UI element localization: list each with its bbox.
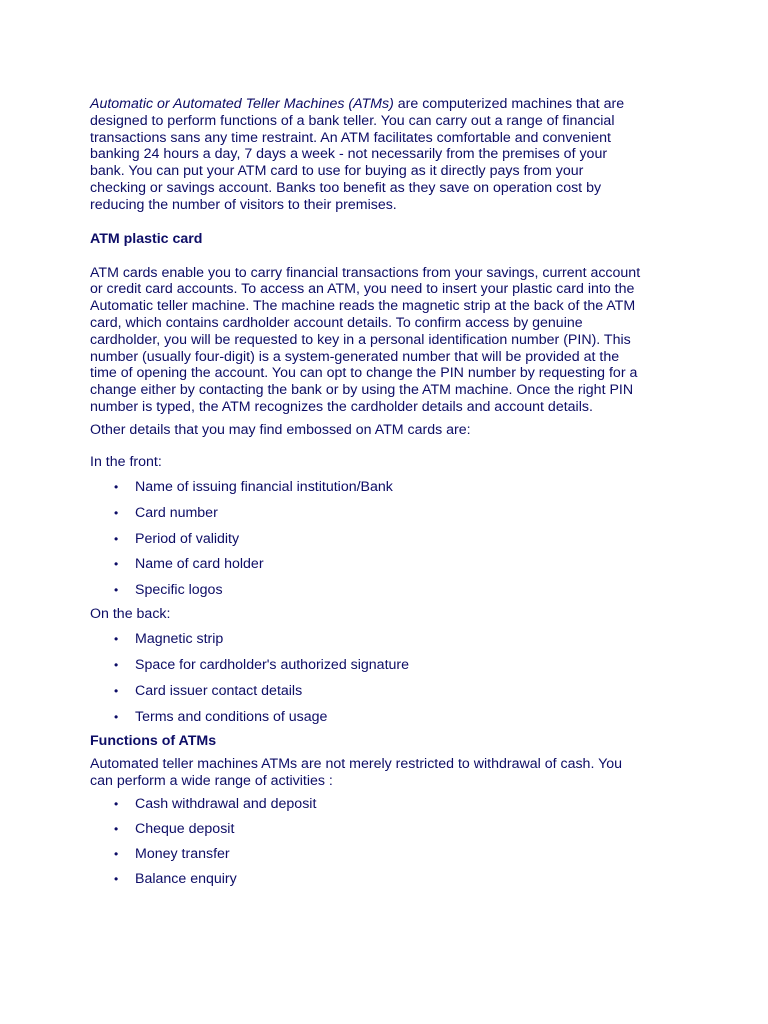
list-item: • Money transfer [114,846,230,863]
bullet-icon: • [114,847,119,862]
back-items-list [90,631,690,726]
bullet-icon: • [114,556,119,571]
list-item: • Terms and conditions of usage [114,708,328,725]
bullet-icon: • [114,531,119,546]
list-item: • Card number [114,504,218,521]
bullet-icon: • [114,683,119,698]
bullet-icon: • [114,631,119,646]
bullet-icon: • [114,872,119,887]
list-item: • Magnetic strip [114,630,224,647]
functions-paragraph: Automated teller machines ATMs are not merely restricted to withdrawal of cash. You can perform a wide range of activities : [90,755,623,789]
list-item: • Name of card holder [114,555,264,572]
atm-card-paragraph: ATM cards enable you to carry financial transactions from your savings, current account or credit card accounts. To access an ATM, you need to insert your plastic card into the Automatic teller machine. The machine reads the magnetic strip at the back of the ATM card, which contains cardholder account details. To confirm access by genuine cardholder, you will be requested to key in a personal identification number (PIN). This number (usually four-digit) is a system-generated number that will be provided at the time of opening the account. You can opt to change the PIN number by requesting for a change either by contacting the bank or by using the ATM machine. Once the right PIN number is typed, the ATM recognizes the cardholder details and account details. [90,264,641,415]
atm-card-heading: ATM plastic card [90,230,203,247]
other-details-text: Other details that you may find embossed on ATM cards are: [90,421,471,438]
intro-text: are computerized machines that are designed to perform functions of a bank teller. You can carry out a range of financial transactions sans any time restraint. An ATM facilitates comfortable and convenient banking 24 hours a day, 7 days a week - not necessarily from the premises of your bank. You can put your ATM card to use for buying as it directly pays from your checking or savings account. Banks too benefit as they save on operation cost by reducing the number of visitors to their premises. [90,96,625,213]
bullet-icon: • [114,479,119,494]
back-label: On the back: [90,605,171,622]
list-item: • Balance enquiry [114,871,237,888]
front-label: In the front: [90,453,162,470]
list-item: • Name of issuing financial institution/Bank [114,478,393,495]
functions-items-list [90,796,690,888]
bullet-icon: • [114,709,119,724]
list-item: • Cheque deposit [114,821,235,838]
list-item: • Space for cardholder's authorized signature [114,656,410,673]
intro-paragraph [90,96,690,214]
document-page [90,96,690,888]
list-item: • Cash withdrawal and deposit [114,796,317,813]
bullet-icon: • [114,582,119,597]
intro-italic-term: Automatic or Automated Teller Machines (ATMs) [90,96,394,112]
bullet-icon: • [114,797,119,812]
list-item: • Specific logos [114,581,223,598]
functions-heading: Functions of ATMs [90,732,217,749]
list-item: • Card issuer contact details [114,682,303,699]
bullet-icon: • [114,822,119,837]
list-item: • Period of validity [114,530,240,547]
front-items-list [90,479,690,599]
bullet-icon: • [114,505,119,520]
bullet-icon: • [114,657,119,672]
